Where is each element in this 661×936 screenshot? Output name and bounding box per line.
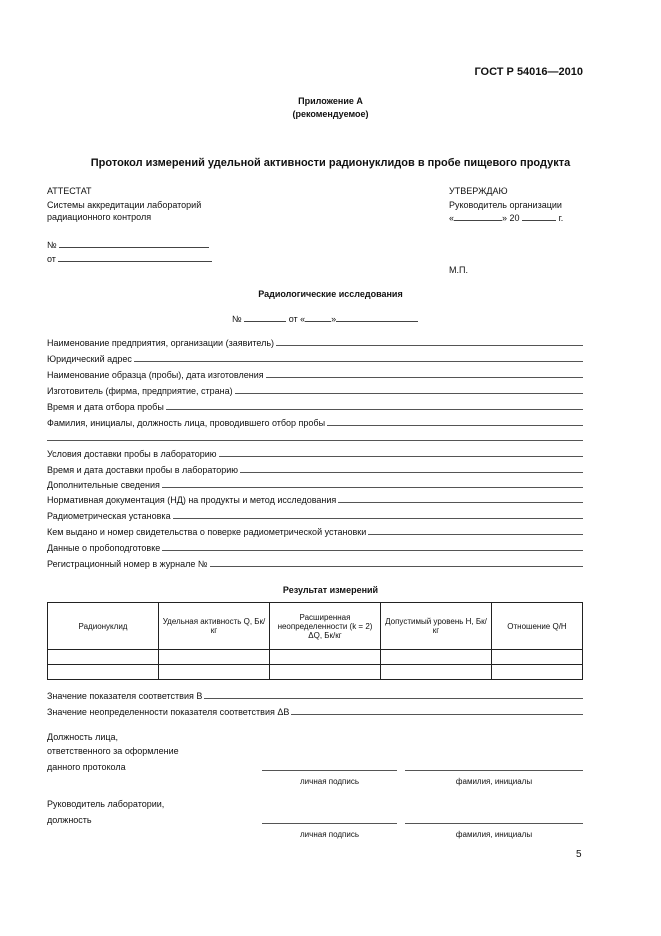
header-uncertainty: Расширенная неопределенности (k = 2) ΔQ, Бк/кг	[270, 603, 381, 650]
responsible-name-line	[405, 770, 583, 771]
responsible-signature-line	[262, 770, 397, 771]
field-sampler: Фамилия, инициалы, должность лица, проводившего отбор пробы	[47, 415, 583, 428]
field-delivery-time: Время и дата доставки пробы в лабораторию	[47, 462, 583, 475]
results-table	[47, 602, 583, 680]
field-legal-address: Юридический адрес	[47, 351, 583, 364]
appendix-title: Приложение А	[298, 96, 363, 106]
attestat-radiation: радиационного контроля	[47, 212, 152, 222]
approve-head: Руководитель организации	[449, 200, 562, 210]
header-specific-activity: Удельная активность Q, Бк/кг	[159, 603, 270, 650]
field-sampling-time: Время и дата отбора пробы	[47, 399, 583, 412]
standard-number: ГОСТ Р 54016—2010	[474, 66, 583, 78]
attestat-number: №	[47, 239, 209, 250]
field-radiometric-unit: Радиометрическая установка	[47, 508, 583, 521]
document-title: Протокол измерений удельной активности радионуклидов в пробе пищевого продукта	[90, 157, 571, 169]
table-row	[48, 665, 583, 680]
responsible-signature-caption: личная подпись	[300, 777, 359, 786]
table-row	[48, 650, 583, 665]
responsible-line1: Должность лица,	[47, 732, 119, 742]
field-conformity-index: Значение показателя соответствия B	[47, 688, 583, 701]
attestat-label: АТТЕСТАТ	[47, 186, 92, 196]
field-sampler-continued	[47, 440, 583, 441]
lab-head-name-line	[405, 823, 583, 824]
field-additional-info: Дополнительные сведения	[47, 477, 583, 490]
lab-head-name-caption: фамилия, инициалы	[455, 830, 533, 839]
field-verification-certificate: Кем выдано и номер свидетельства о поверке радиометрической установки	[47, 524, 583, 537]
attestat-date: от	[47, 253, 212, 264]
attestat-system: Системы аккредитации лабораторий	[47, 200, 202, 210]
lab-head-line2: должность	[47, 815, 92, 825]
research-number-line: № от « »	[232, 313, 418, 324]
section-title: Радиологические исследования	[258, 289, 403, 299]
lab-head-signature-caption: личная подпись	[300, 830, 359, 839]
field-manufacturer: Изготовитель (фирма, предприятие, страна)	[47, 383, 583, 396]
page-number: 5	[576, 849, 582, 860]
field-applicant: Наименование предприятия, организации (заявитель)	[47, 335, 583, 348]
responsible-line2: ответственного за оформление	[47, 746, 179, 756]
field-sample-preparation: Данные о пробоподготовке	[47, 540, 583, 553]
header-permissible-level: Допустимый уровень H, Бк/кг	[381, 603, 492, 650]
field-registration-number: Регистрационный номер в журнале №	[47, 556, 583, 569]
header-radionuclide: Радионуклид	[48, 603, 159, 650]
field-sample-name: Наименование образца (пробы), дата изготовления	[47, 367, 583, 380]
lab-head-signature-line	[262, 823, 397, 824]
responsible-name-caption: фамилия, инициалы	[455, 777, 533, 786]
header-ratio: Отношение Q/H	[492, 603, 583, 650]
field-normative-docs: Нормативная документация (НД) на продукты и метод исследования	[47, 492, 583, 505]
stamp-place: М.П.	[449, 265, 468, 275]
responsible-line3: данного протокола	[47, 762, 126, 772]
table-header-row	[48, 603, 583, 650]
results-title: Результат измерений	[282, 585, 379, 595]
appendix-subtitle: (рекомендуемое)	[292, 109, 369, 119]
approve-label: УТВЕРЖДАЮ	[449, 186, 508, 196]
lab-head-line1: Руководитель лаборатории,	[47, 799, 165, 809]
field-conformity-uncertainty: Значение неопределенности показателя соответствия ΔB	[47, 704, 583, 717]
field-delivery-conditions: Условия доставки пробы в лабораторию	[47, 446, 583, 459]
approve-date: « » 20 г.	[449, 213, 564, 223]
